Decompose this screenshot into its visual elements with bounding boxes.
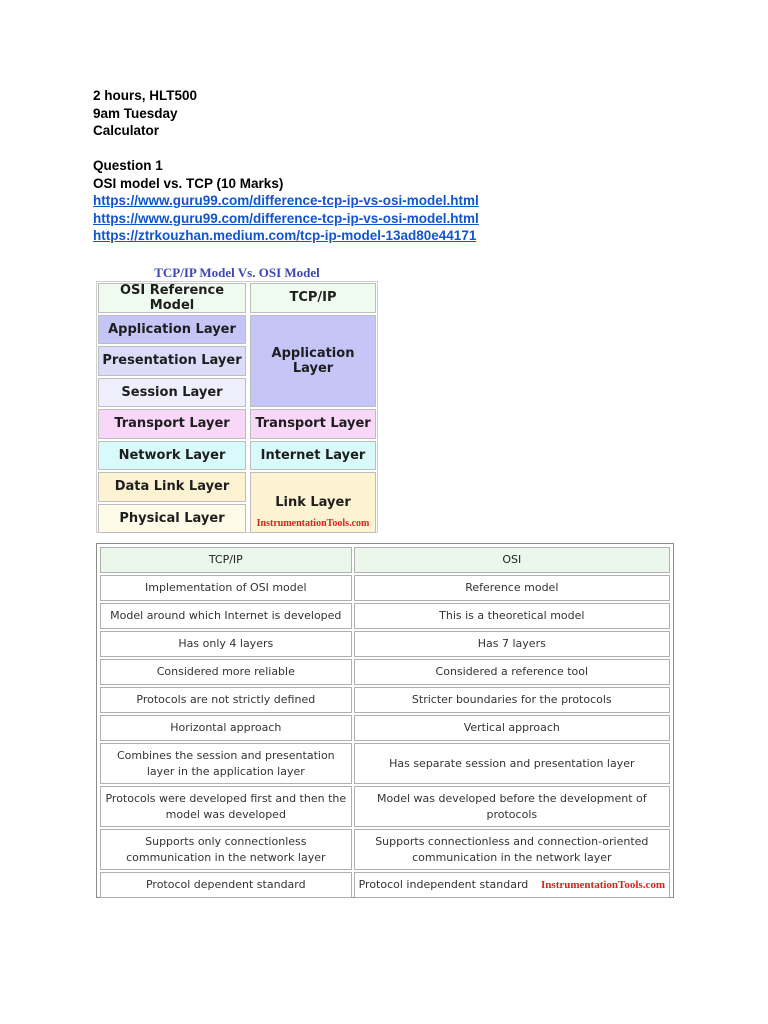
tcp-transport-layer: Transport Layer: [250, 409, 376, 439]
tcpip-cell: Implementation of OSI model: [100, 575, 352, 601]
osi-cell: Considered a reference tool: [354, 659, 670, 685]
tcpip-cell: Supports only connectionless communication in the network layer: [100, 829, 352, 870]
osi-cell: Has 7 layers: [354, 631, 670, 657]
osi-presentation-layer: Presentation Layer: [98, 346, 246, 376]
table-header-row: [100, 547, 670, 573]
osi-network-layer: Network Layer: [98, 441, 246, 471]
osi-cell: Vertical approach: [354, 715, 670, 741]
comparison-table-wrapper: [96, 543, 674, 898]
table-row: [100, 575, 670, 601]
exam-calculator-note: Calculator: [93, 123, 160, 138]
tcpip-cell: Protocols were developed first and then the model was developed: [100, 786, 352, 827]
osi-cell: Supports connectionless and connection-oriented communication in the network layer: [354, 829, 670, 870]
osi-cell: [354, 872, 670, 898]
osi-datalink-layer: Data Link Layer: [98, 472, 246, 502]
tcp-header: TCP/IP: [250, 283, 376, 313]
tcpip-cell: Horizontal approach: [100, 715, 352, 741]
exam-time: 9am Tuesday: [93, 105, 178, 121]
table-row: [100, 829, 670, 870]
osi-cell: Model was developed before the development of protocols: [354, 786, 670, 827]
osi-cell: This is a theoretical model: [354, 603, 670, 629]
table-row: [100, 872, 670, 898]
exam-duration: 2 hours, HLT500: [93, 88, 198, 103]
comparison-table: [98, 545, 672, 900]
figure-watermark: InstrumentationTools.com: [256, 518, 370, 529]
osi-application-layer: Application Layer: [98, 315, 246, 345]
table-row: [100, 659, 670, 685]
tcp-link-layer: Link Layer: [275, 495, 351, 510]
osi-transport-layer: Transport Layer: [98, 409, 246, 439]
layer-figure-title: TCP/IP Model Vs. OSI Model: [154, 265, 320, 280]
tcp-application-layer: Application Layer: [250, 315, 376, 408]
osi-header: OSI Reference Model: [98, 283, 246, 313]
osi-cell: Stricter boundaries for the protocols: [354, 687, 670, 713]
tcp-internet-layer: Internet Layer: [250, 441, 376, 471]
question-title: OSI model vs. TCP (10 Marks): [93, 175, 284, 191]
osi-physical-layer: Physical Layer: [98, 504, 246, 534]
table-row: [100, 715, 670, 741]
table-row: [100, 603, 670, 629]
osi-session-layer: Session Layer: [98, 378, 246, 408]
osi-cell: Has separate session and presentation layer: [354, 743, 670, 784]
reference-link[interactable]: https://www.guru99.com/difference-tcp-ip-vs-osi-model.html: [93, 193, 479, 208]
reference-link[interactable]: https://www.guru99.com/difference-tcp-ip-vs-osi-model.html: [93, 210, 479, 226]
reference-link[interactable]: https://ztrkouzhan.medium.com/tcp-ip-model-13ad80e44171: [93, 228, 477, 243]
table-row: [100, 743, 670, 784]
table-row: [100, 786, 670, 827]
osi-cell-text: Protocol independent standard: [358, 878, 529, 891]
tcp-link-cell: [250, 472, 376, 533]
table-row: [100, 631, 670, 657]
column-header-osi: OSI: [354, 547, 670, 573]
tcpip-cell: Has only 4 layers: [100, 631, 352, 657]
table-row: [100, 687, 670, 713]
table-watermark: InstrumentationTools.com: [541, 879, 665, 891]
tcpip-cell: Model around which Internet is developed: [100, 603, 352, 629]
column-header-tcpip: TCP/IP: [100, 547, 352, 573]
question-number: Question 1: [93, 158, 163, 173]
layer-comparison-figure: [96, 281, 378, 533]
tcpip-cell: Protocol dependent standard: [100, 872, 352, 898]
tcpip-cell: Protocols are not strictly defined: [100, 687, 352, 713]
exam-header: [93, 87, 479, 245]
osi-cell: Reference model: [354, 575, 670, 601]
tcpip-cell: Considered more reliable: [100, 659, 352, 685]
tcpip-cell: Combines the session and presentation layer in the application layer: [100, 743, 352, 784]
